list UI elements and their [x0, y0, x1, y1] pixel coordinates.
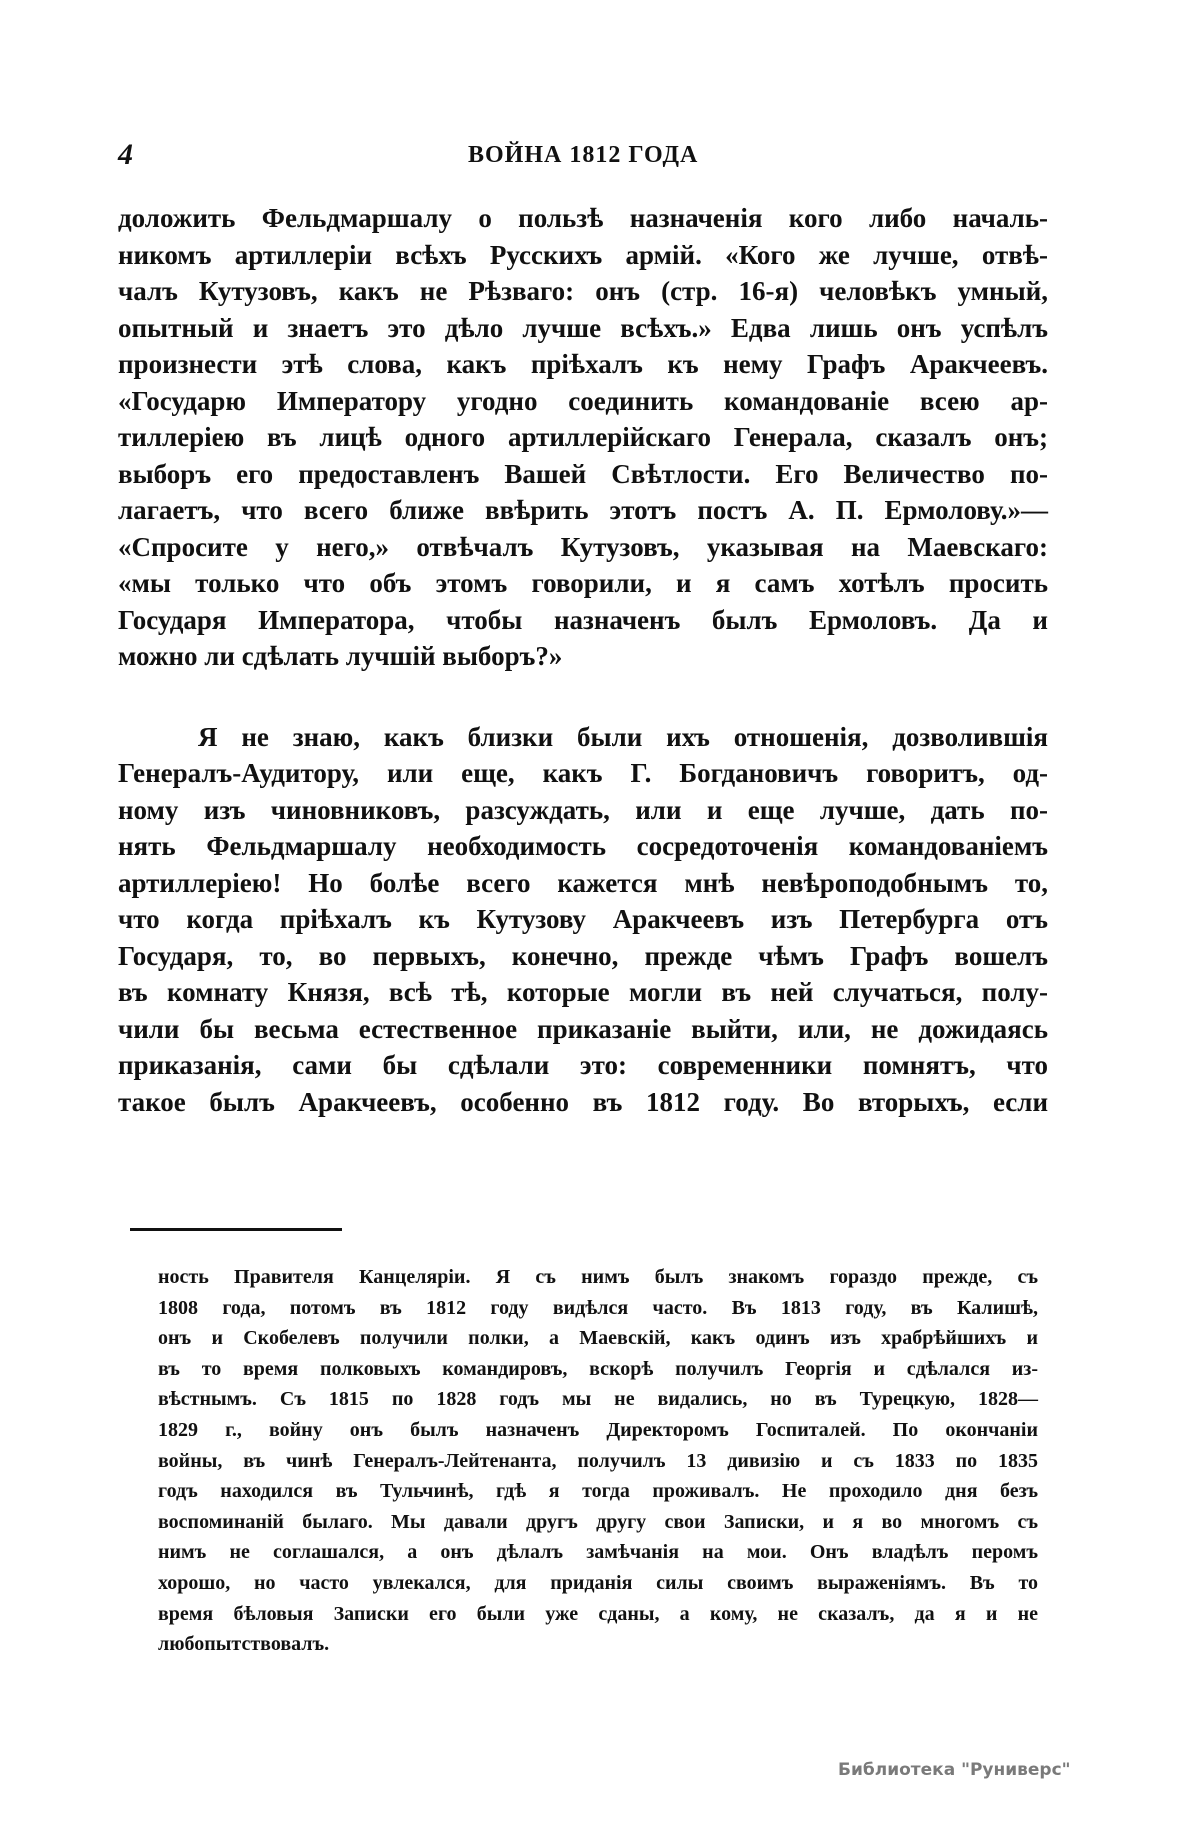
- text-line: произнести этѣ слова, какъ пріѣхалъ къ нему Графъ Аракчеевъ.: [118, 349, 1048, 379]
- paragraph-1: [118, 200, 1048, 675]
- main-text: [118, 200, 1048, 1120]
- footnote-line: войны, въ чинѣ Генералъ-Лейтенанта, получилъ 13 дивизію и съ 1833 по 1835: [158, 1449, 1038, 1472]
- text-line: чили бы весьма естественное приказаніе выйти, или, не дожидаясь: [118, 1013, 1048, 1044]
- running-head: [118, 138, 1018, 178]
- page-number: 4: [118, 138, 133, 171]
- text-line: выборъ его предоставленъ Вашей Свѣтлости. Его Величество по-: [118, 458, 1048, 489]
- running-title: ВОЙНА 1812 ГОДА: [468, 142, 699, 168]
- footnote-line: время бѣловыя Записки его были уже сданы, а кому, не сказалъ, да я и не: [158, 1602, 1038, 1625]
- text-line: Государя, то, во первыхъ, конечно, прежде чѣмъ Графъ вошелъ: [118, 940, 1048, 971]
- text-line: нять Фельдмаршалу необходимость сосредоточенія командованіемъ: [118, 831, 1048, 861]
- text-line: Генералъ-Аудитору, или еще, какъ Г. Богдановичъ говоритъ, од-: [118, 758, 1048, 788]
- footnote-line: ность Правителя Канцеляріи. Я съ нимъ былъ знакомъ гораздо прежде, съ: [158, 1266, 1038, 1288]
- footnote: [158, 1262, 1038, 1660]
- text-line: «мы только что объ этомъ говорили, и я самъ хотѣлъ просить: [118, 568, 1048, 598]
- text-line: «Спросите у него,» отвѣчалъ Кутузовъ, указывая на Маевскаго:: [118, 531, 1048, 562]
- text-line: такое былъ Аракчеевъ, особенно въ 1812 году. Во вторыхъ, если: [118, 1086, 1048, 1117]
- footnote-line: любопытствовалъ.: [158, 1633, 330, 1656]
- text-line: доложить Фельдмаршалу о пользѣ назначенія кого либо началь-: [118, 203, 1048, 233]
- text-line: опытный и знаетъ это дѣло лучше всѣхъ.» Едва лишь онъ успѣлъ: [118, 312, 1048, 343]
- text-line: тиллеріею въ лицѣ одного артиллерійскаго Генерала, сказалъ онъ;: [118, 422, 1048, 452]
- text-line: ному изъ чиновниковъ, разсуждать, или и еще лучше, дать по-: [118, 794, 1048, 825]
- footnote-line: нимъ не соглашался, а онъ дѣлалъ замѣчанія на мои. Онъ владѣлъ перомъ: [158, 1541, 1038, 1564]
- footnote-line: вѣстнымъ. Съ 1815 по 1828 годъ мы не видались, но въ Турецкую, 1828—: [158, 1388, 1038, 1411]
- text-line: «Государю Императору угодно соединить командованіе всею ар-: [118, 385, 1048, 416]
- text-line: можно ли сдѣлать лучшій выборъ?»: [118, 641, 563, 671]
- text-line: въ комнату Князя, всѣ тѣ, которые могли въ ней случаться, полу-: [118, 977, 1048, 1007]
- footnote-line: 1829 г., войну онъ былъ назначенъ Директоромъ Госпиталей. По окончаніи: [158, 1418, 1038, 1441]
- footnote-line: воспоминаній былаго. Мы давали другъ другу свои Записки, и я во многомъ съ: [158, 1510, 1038, 1533]
- text-line: чалъ Кутузовъ, какъ не Рѣзваго: онъ (стр. 16-я) человѣкъ умный,: [118, 276, 1048, 306]
- paragraph-2: [118, 719, 1048, 1121]
- footnote-line: онъ и Скобелевъ получили полки, а Маевскій, какъ одинъ изъ храбрѣйшихъ и: [158, 1327, 1038, 1350]
- text-line: что когда пріѣхалъ къ Кутузову Аракчеевъ изъ Петербурга отъ: [118, 904, 1048, 934]
- text-line: лагаетъ, что всего ближе ввѣрить этотъ постъ А. П. Ермолову.»—: [118, 495, 1048, 525]
- footnote-line: 1808 года, потомъ въ 1812 году видѣлся часто. Въ 1813 году, въ Калишѣ,: [158, 1296, 1038, 1319]
- text-line: Я не знаю, какъ близки были ихъ отношенія, дозволившія: [198, 721, 1048, 752]
- footnote-line: годъ находился въ Тульчинѣ, гдѣ я тогда проживалъ. Не проходило дня безъ: [158, 1480, 1038, 1503]
- footnote-line: хорошо, но часто увлекался, для приданія силы своимъ выраженіямъ. Въ то: [158, 1571, 1038, 1594]
- footnote-divider: [130, 1228, 342, 1231]
- text-line: Государя Императора, чтобы назначенъ былъ Ермоловъ. Да и: [118, 604, 1048, 635]
- text-line: артиллеріею! Но болѣе всего кажется мнѣ невѣроподобнымъ то,: [118, 867, 1048, 898]
- text-line: никомъ артиллеріи всѣхъ Русскихъ армій. «Кого же лучше, отвѣ-: [118, 239, 1048, 270]
- footnote-line: въ то время полковыхъ командировъ, вскорѣ получилъ Георгія и сдѣлался из-: [158, 1357, 1038, 1380]
- text-line: приказанія, сами бы сдѣлали это: современники помнятъ, что: [118, 1050, 1048, 1080]
- library-watermark: Библиотека "Руниверс": [838, 1760, 1071, 1780]
